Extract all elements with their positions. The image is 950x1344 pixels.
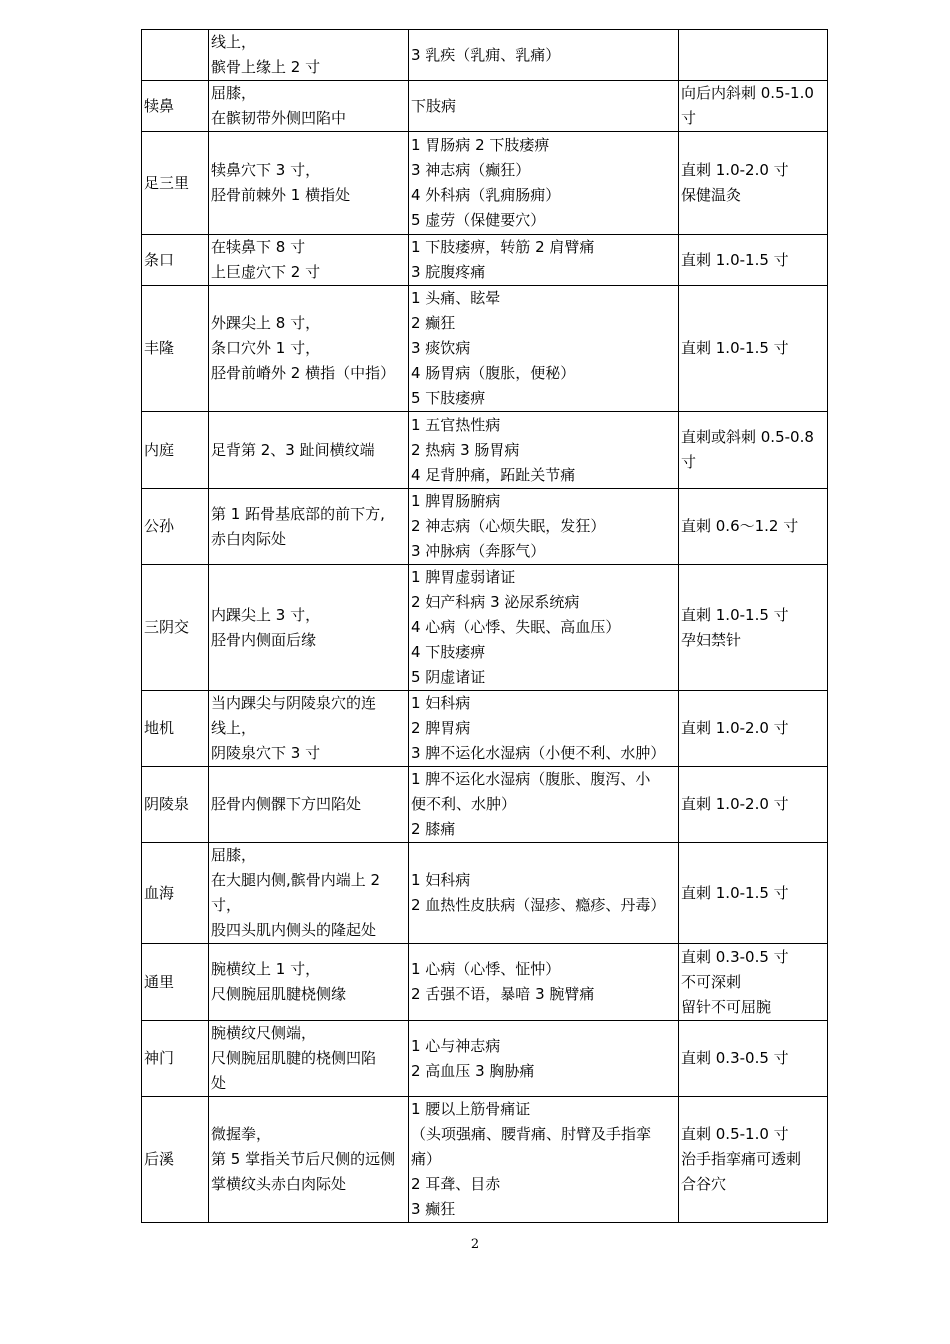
table-row: [142, 412, 828, 489]
indications-cell: [409, 30, 679, 81]
needling-cell: [679, 412, 828, 489]
needling-cell: [679, 489, 828, 565]
acupoint-table: [141, 29, 828, 1223]
needling-cell: [679, 843, 828, 944]
location-line: 第 5 掌指关节后尺侧的远侧: [211, 1150, 396, 1168]
table-row: [142, 489, 828, 565]
table-row: [142, 767, 828, 843]
location-line: 胫骨内侧髁下方凹陷处: [211, 795, 362, 813]
needling-cell: [679, 565, 828, 691]
needling-cell: [679, 1021, 828, 1097]
indications-cell: [409, 1021, 679, 1097]
acupoint-name: 阴陵泉: [142, 767, 209, 843]
location-line: 足背第 2、3 趾间横纹端: [211, 440, 375, 459]
needling-line: 治手指挛痛可透刺: [681, 1150, 802, 1168]
needling-line: 直刺 1.0-1.5 寸: [681, 250, 789, 269]
indications-line: 1 脾胃肠腑病: [411, 492, 501, 510]
location-line: 线上，: [211, 33, 257, 51]
indications-line: 4 外科病（乳痈肠痈）: [411, 186, 561, 204]
indications-line: 1 脾不运化水湿病（腹胀、腹泻、小: [411, 770, 651, 788]
indications-line: 1 妇科病: [411, 694, 471, 712]
location-cell: [209, 286, 409, 412]
indications-line: 1 脾胃虚弱诸证: [411, 568, 516, 586]
indications-line: 1 心与神志病: [411, 1036, 501, 1055]
needling-line: 直刺 1.0-1.5 寸: [681, 883, 789, 902]
location-cell: [209, 1097, 409, 1223]
location-line: 屈膝，: [211, 84, 257, 102]
location-line: 内踝尖上 3 寸，: [211, 605, 321, 624]
indications-line: 4 心病（心悸、失眠、高血压）: [411, 618, 621, 636]
indications-line: 5 阴虚诸证: [411, 668, 486, 686]
indications-line: 2 脾胃病: [411, 719, 471, 737]
indications-line: 便不利、水肿）: [411, 795, 517, 813]
needling-cell: [679, 30, 828, 81]
location-line: 寸，: [211, 896, 242, 914]
indications-line: 3 癫狂: [411, 1200, 456, 1218]
location-line: 犊鼻穴下 3 寸，: [211, 161, 321, 179]
needling-cell: [679, 132, 828, 235]
indications-line: 4 下肢痿痹: [411, 643, 486, 661]
location-cell: [209, 412, 409, 489]
acupoint-name: [142, 30, 209, 81]
table-row: [142, 1021, 828, 1097]
indications-line: （头项强痛、腰背痛、肘臂及手指挛: [411, 1125, 652, 1143]
location-line: 第 1 跖骨基底部的前下方,: [211, 504, 385, 523]
indications-cell: [409, 1097, 679, 1223]
indications-cell: [409, 132, 679, 235]
acupoint-name: 三阴交: [142, 565, 209, 691]
needling-line: 直刺 0.5-1.0 寸: [681, 1125, 789, 1143]
location-line: 股四头肌内侧头的隆起处: [211, 921, 377, 939]
acupoint-name: 神门: [142, 1021, 209, 1097]
location-line: 条口穴外 1 寸，: [211, 339, 321, 357]
table-row: [142, 1097, 828, 1223]
needling-line: 合谷穴: [681, 1175, 727, 1193]
indications-cell: [409, 235, 679, 286]
needling-line: 直刺 0.3-0.5 寸: [681, 1049, 789, 1067]
indications-line: 1 胃肠病 2 下肢痿痹: [411, 136, 550, 154]
indications-line: 3 脘腹疼痛: [411, 263, 486, 281]
location-cell: [209, 489, 409, 565]
acupoint-name: 后溪: [142, 1097, 209, 1223]
indications-line: 5 虚劳（保健要穴）: [411, 211, 546, 229]
location-line: 处: [211, 1074, 227, 1092]
location-line: 腕横纹上 1 寸，: [211, 960, 321, 978]
location-line: 胫骨前嵴外 2 横指（中指）: [211, 364, 396, 382]
table-row: [142, 132, 828, 235]
indications-line: 4 足背肿痛，跖趾关节痛: [411, 465, 576, 484]
indications-line: 5 下肢痿痹: [411, 389, 486, 407]
needling-line: 直刺 0.3-0.5 寸: [681, 947, 789, 966]
table-row: [142, 81, 828, 132]
location-line: 掌横纹头赤白肉际处: [211, 1175, 347, 1193]
page-number: 2: [470, 1237, 480, 1252]
table-row: [142, 30, 828, 81]
table-row: [142, 565, 828, 691]
indications-line: 2 热病 3 肠胃病: [411, 440, 520, 459]
needling-line: 直刺 1.0-2.0 寸: [681, 161, 789, 179]
indications-line: 2 妇产科病 3 泌尿系统病: [411, 593, 580, 611]
indications-line: 1 妇科病: [411, 871, 471, 889]
needling-line: 寸: [681, 109, 697, 127]
location-line: 赤白肉际处: [211, 529, 287, 548]
location-cell: [209, 30, 409, 81]
indications-cell: [409, 286, 679, 412]
indications-line: 1 头痛、眩晕: [411, 289, 501, 307]
indications-line: 1 下肢痿痹，转筋 2 肩臂痛: [411, 238, 595, 256]
location-line: 屈膝，: [211, 846, 257, 864]
indications-cell: [409, 767, 679, 843]
indications-line: 2 血热性皮肤病（湿疹、瘾疹、丹毒）: [411, 896, 666, 914]
acupoint-name: 通里: [142, 944, 209, 1021]
indications-line: 2 癫狂: [411, 314, 456, 332]
location-cell: [209, 132, 409, 235]
acupoint-name: 公孙: [142, 489, 209, 565]
needling-cell: [679, 286, 828, 412]
indications-line: 1 腰以上筋骨痛证: [411, 1100, 531, 1118]
indications-cell: [409, 565, 679, 691]
indications-line: 2 神志病（心烦失眠，发狂）: [411, 517, 606, 535]
needling-line: 寸: [681, 453, 697, 471]
table-row: [142, 286, 828, 412]
indications-line: 3 冲脉病（奔豚气）: [411, 542, 546, 560]
indications-line: 1 五官热性病: [411, 415, 501, 434]
needling-line: 直刺 1.0-2.0 寸: [681, 795, 789, 813]
location-cell: [209, 81, 409, 132]
indications-line: 3 神志病（癫狂）: [411, 161, 531, 179]
location-cell: [209, 767, 409, 843]
needling-line: 直刺 1.0-1.5 寸: [681, 339, 789, 357]
needling-line: 留针不可屈腕: [681, 997, 772, 1016]
needling-line: 直刺 1.0-1.5 寸: [681, 605, 789, 624]
indications-line: 痛）: [411, 1150, 442, 1168]
table-row: [142, 944, 828, 1021]
location-line: 腕横纹尺侧端，: [211, 1024, 317, 1042]
indications-line: 下肢病: [411, 96, 457, 115]
table-row: [142, 235, 828, 286]
acupoint-name: 丰隆: [142, 286, 209, 412]
location-line: 髌骨上缘上 2 寸: [211, 58, 321, 76]
location-line: 线上，: [211, 719, 257, 737]
location-line: 尺侧腕屈肌腱桡侧缘: [211, 985, 347, 1003]
location-line: 当内踝尖与阴陵泉穴的连: [211, 694, 377, 712]
indications-line: 2 高血压 3 胸胁痛: [411, 1061, 535, 1080]
needling-line: 直刺 0.6～1.2 寸: [681, 517, 799, 535]
indications-cell: [409, 944, 679, 1021]
indications-line: 2 舌强不语，暴喑 3 腕臂痛: [411, 985, 595, 1003]
needling-cell: [679, 81, 828, 132]
acupoint-name: 血海: [142, 843, 209, 944]
needling-line: 不可深刺: [681, 972, 742, 991]
indications-line: 3 脾不运化水湿病（小便不利、水肿）: [411, 744, 666, 762]
location-cell: [209, 235, 409, 286]
indications-cell: [409, 691, 679, 767]
needling-line: 孕妇禁针: [681, 630, 742, 649]
indications-line: 1 心病（心悸、怔忡）: [411, 960, 561, 978]
indications-line: 3 痰饮病: [411, 339, 471, 357]
acupoint-name: 足三里: [142, 132, 209, 235]
needling-line: 保健温灸: [681, 186, 742, 204]
indications-cell: [409, 843, 679, 944]
location-line: 阴陵泉穴下 3 寸: [211, 744, 321, 762]
needling-cell: [679, 944, 828, 1021]
acupoint-table-body: [142, 30, 828, 1223]
location-line: 胫骨前棘外 1 横指处: [211, 186, 351, 204]
needling-cell: [679, 691, 828, 767]
needling-cell: [679, 767, 828, 843]
indications-cell: [409, 81, 679, 132]
location-line: 微握拳，: [211, 1125, 272, 1143]
needling-cell: [679, 1097, 828, 1223]
indications-line: 3 乳疾（乳痈、乳痛）: [411, 45, 561, 64]
indications-cell: [409, 412, 679, 489]
location-cell: [209, 1021, 409, 1097]
location-cell: [209, 565, 409, 691]
acupoint-name: 犊鼻: [142, 81, 209, 132]
needling-cell: [679, 235, 828, 286]
location-line: 外踝尖上 8 寸，: [211, 314, 321, 332]
location-cell: [209, 944, 409, 1021]
location-line: 在大腿内侧,髌骨内端上 2: [211, 871, 381, 889]
needling-line: 直刺 1.0-2.0 寸: [681, 719, 789, 737]
acupoint-name: 内庭: [142, 412, 209, 489]
location-line: 上巨虚穴下 2 寸: [211, 263, 321, 281]
acupoint-name: 地机: [142, 691, 209, 767]
table-row: [142, 691, 828, 767]
table-row: [142, 843, 828, 944]
acupoint-name: 条口: [142, 235, 209, 286]
location-line: 在犊鼻下 8 寸: [211, 238, 306, 256]
location-line: 胫骨内侧面后缘: [211, 630, 317, 649]
location-line: 在髌韧带外侧凹陷中: [211, 109, 347, 127]
location-line: 尺侧腕屈肌腱的桡侧凹陷: [211, 1049, 377, 1067]
needling-line: 直刺或斜刺 0.5-0.8: [681, 428, 814, 446]
location-cell: [209, 843, 409, 944]
needling-line: 向后内斜刺 0.5-1.0: [681, 84, 814, 102]
location-cell: [209, 691, 409, 767]
indications-line: 2 膝痛: [411, 820, 456, 838]
indications-line: 2 耳聋、目赤: [411, 1175, 501, 1193]
indications-line: 4 肠胃病（腹胀，便秘）: [411, 364, 576, 382]
indications-cell: [409, 489, 679, 565]
